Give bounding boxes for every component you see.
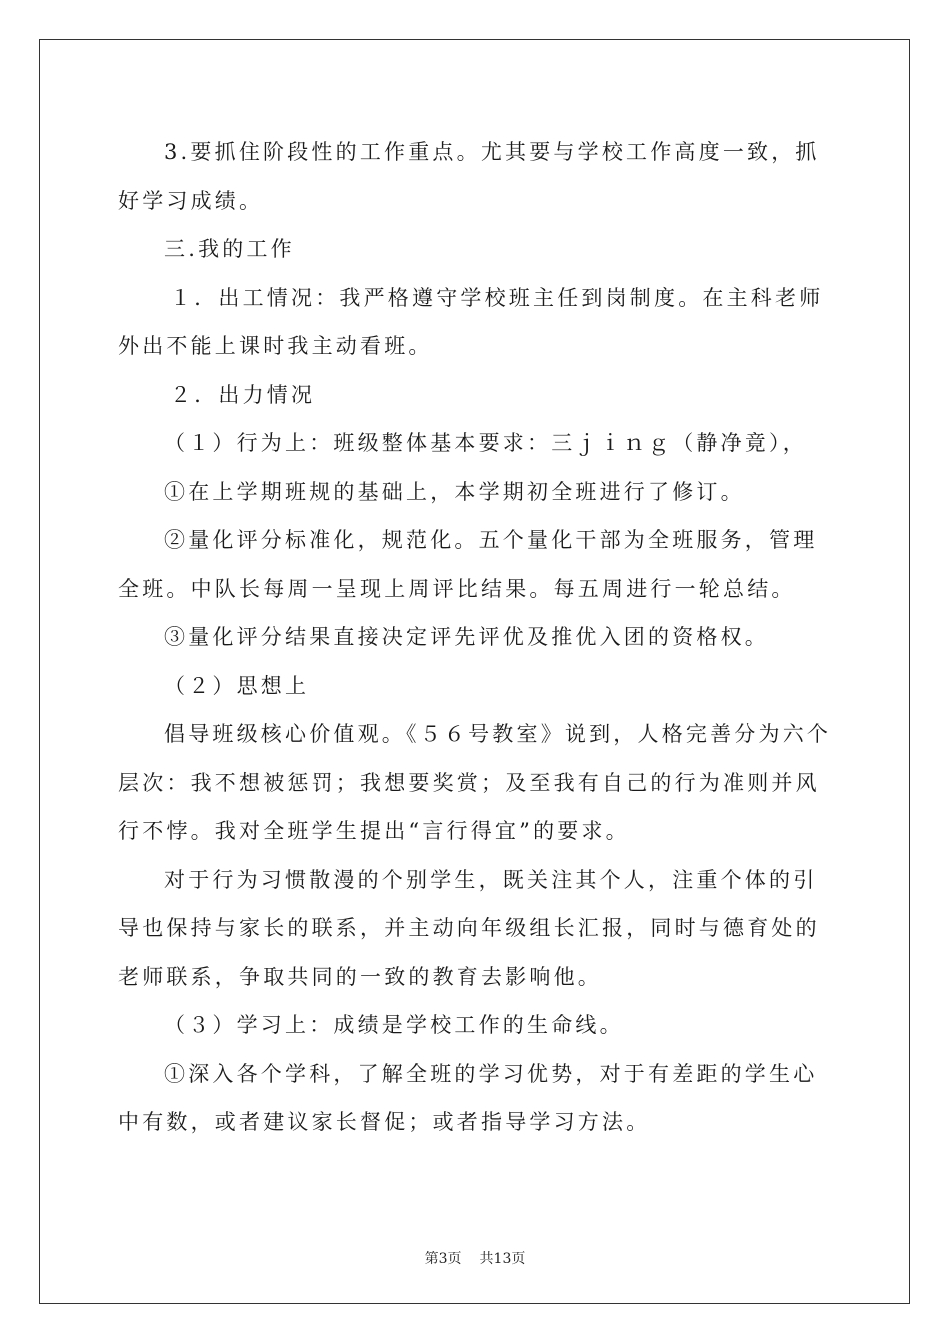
subheading-study: （３）学习上：成绩是学校工作的生命线。 [164, 1013, 624, 1037]
page-number: 第3页 [424, 1251, 462, 1267]
paragraph-attendance: １．出工情况：我严格遵守学校班主任到岗制度。在主科老师外出不能上课时我主动看班。 [118, 285, 824, 358]
paragraph-individual-students: 对于行为习惯散漫的个别学生，既关注其个人，注重个体的引导也保持与家长的联系，并主动向年级组长汇报，同时与德育处的老师联系，争取共同的一致的教育去影响他。 [118, 867, 820, 989]
list-item-3: ③量化评分结果直接决定评先评优及推优入团的资格权。 [164, 625, 769, 649]
document-body [118, 128, 834, 1147]
page-total: 共13页 [479, 1251, 526, 1267]
list-item-1: ①在上学期班规的基础上，本学期初全班进行了修订。 [164, 479, 745, 504]
paragraph-behavior: （１）行为上：班级整体基本要求：三ｊｉｎｇ（静净竟）， [164, 431, 807, 455]
page-footer [0, 1248, 950, 1268]
paragraph-1: 3.要抓住阶段性的工作重点。尤其要与学校工作高度一致，抓好学习成绩。 [118, 140, 820, 213]
list-item-study-1: ①深入各个学科，了解全班的学习优势，对于有差距的学生心中有数，或者建议家长督促；或者指导学习方法。 [118, 1061, 818, 1134]
subheading-effort: ２．出力情况 [170, 382, 316, 407]
section-heading-my-work: 三.我的工作 [164, 237, 295, 261]
paragraph-values: 倡导班级核心价值观。《５６号教室》说到，人格完善分为六个层次：我不想被惩罚；我想要奖赏；及至我有自己的行为准则并风行不悖。我对全班学生提出“言行得宜”的要求。 [118, 722, 832, 843]
list-item-2: ②量化评分标准化，规范化。五个量化干部为全班服务，管理全班。中队长每周一呈现上周评比结果。每五周进行一轮总结。 [118, 528, 818, 601]
subheading-thought: （２）思想上 [164, 673, 310, 698]
